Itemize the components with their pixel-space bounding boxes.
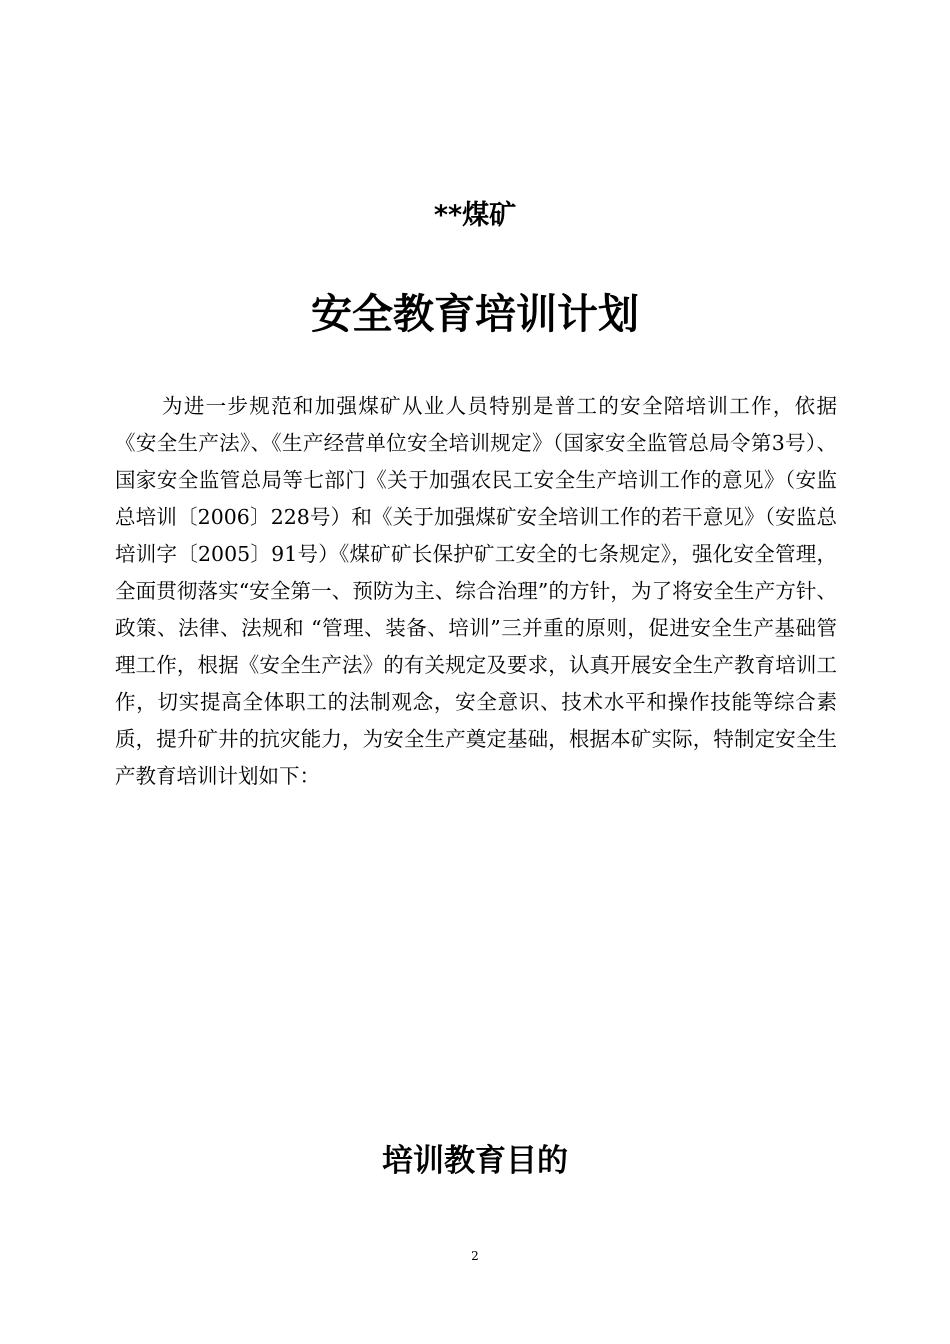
intro-paragraph: 为进一步规范和加强煤矿从业人员特别是普工的安全陪培训工作，依据《安全生产法》、《生产经营单位安全培训规定》（国家安全监管总局令第3号）、国家安全监管总局等七部门《关于加强农民工安全生产培训工作的意见》（安监总培训〔2006〕228号）和《关于加强煤矿安全培训工作的若干意见》（安监总培训字〔2005〕91号）《煤矿矿长保护矿工安全的七条规定》，强化安全管理，全面贯彻落实“安全第一、预防为主、综合治理”的方针，为了将安全生产方针、政策、法律、法规和 “管理、装备、培训”三并重的原则，促进安全生产基础管理工作，根据《安全生产法》的有关规定及要求，认真开展安全生产教育培训工作，切实提高全体职工的法制观念，安全意识、技术水平和操作技能等综合素质，提升矿井的抗灾能力，为安全生产奠定基础，根据本矿实际，特制定安全生产教育培训计划如下： [115,394,837,788]
document-subtitle: **煤矿 [433,200,517,231]
document-title: 安全教育培训计划 [311,290,639,338]
page-number: 2 [471,1249,479,1263]
section-heading: 培训教育目的 [382,1143,568,1179]
